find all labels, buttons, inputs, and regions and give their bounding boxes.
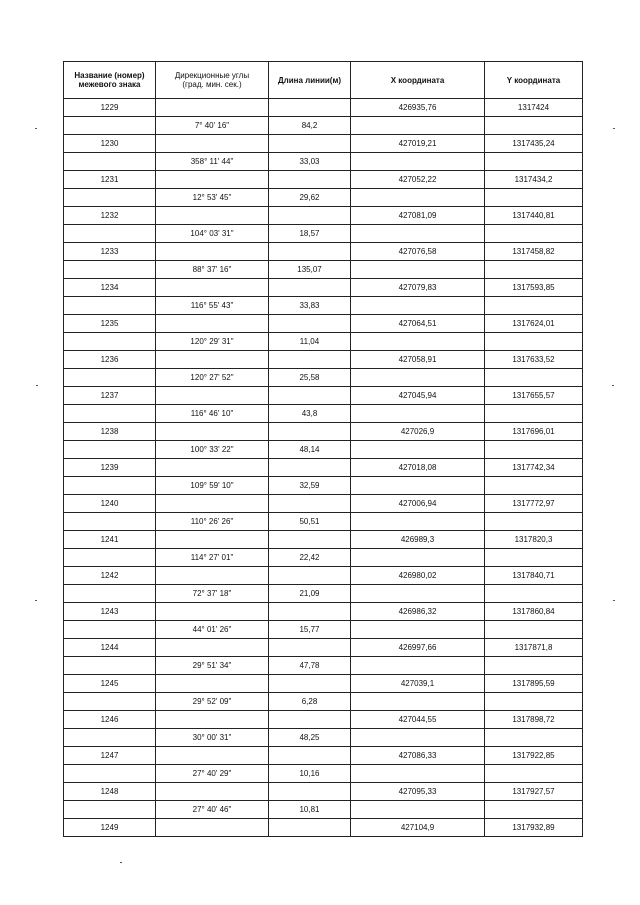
point-row xyxy=(64,711,583,729)
line-length-cell: 25,58 xyxy=(269,369,351,387)
point-name-cell xyxy=(64,513,156,531)
x-coordinate-cell: 427039,1 xyxy=(351,675,485,693)
point-name-cell: 1236 xyxy=(64,351,156,369)
direction-angle-cell: 30° 00' 31" xyxy=(156,729,269,747)
line-length-cell: 22,42 xyxy=(269,549,351,567)
y-coordinate-cell: 1317424 xyxy=(485,99,583,117)
y-coordinate-cell xyxy=(485,765,583,783)
table-header xyxy=(64,62,583,99)
point-name-cell xyxy=(64,477,156,495)
x-coordinate-cell: 427095,33 xyxy=(351,783,485,801)
x-coordinate-cell xyxy=(351,405,485,423)
y-coordinate-cell: 1317898,72 xyxy=(485,711,583,729)
x-coordinate-cell xyxy=(351,189,485,207)
point-row xyxy=(64,459,583,477)
line-length-cell: 48,25 xyxy=(269,729,351,747)
direction-angle-cell xyxy=(156,315,269,333)
direction-angle-cell xyxy=(156,459,269,477)
y-coordinate-cell xyxy=(485,801,583,819)
line-length-cell: 10,81 xyxy=(269,801,351,819)
x-coordinate-cell: 427052,22 xyxy=(351,171,485,189)
y-coordinate-cell xyxy=(485,369,583,387)
line-row xyxy=(64,153,583,171)
x-coordinate-cell: 426997,66 xyxy=(351,639,485,657)
point-name-cell: 1237 xyxy=(64,387,156,405)
point-row xyxy=(64,279,583,297)
line-length-cell xyxy=(269,207,351,225)
direction-angle-cell xyxy=(156,567,269,585)
scan-mark xyxy=(613,600,615,601)
y-coordinate-cell xyxy=(485,405,583,423)
x-coordinate-cell: 427026,9 xyxy=(351,423,485,441)
x-coordinate-cell: 427079,83 xyxy=(351,279,485,297)
x-coordinate-cell: 427104,9 xyxy=(351,819,485,837)
direction-angle-cell: 116° 55' 43" xyxy=(156,297,269,315)
line-row xyxy=(64,369,583,387)
point-name-cell: 1241 xyxy=(64,531,156,549)
y-coordinate-cell xyxy=(485,225,583,243)
header-direction-angle-line1: Дирекционные углы xyxy=(174,71,250,80)
x-coordinate-cell xyxy=(351,441,485,459)
direction-angle-cell xyxy=(156,423,269,441)
point-name-cell xyxy=(64,765,156,783)
line-row xyxy=(64,297,583,315)
line-length-cell xyxy=(269,567,351,585)
header-point-name xyxy=(64,62,156,99)
y-coordinate-cell: 1317624,01 xyxy=(485,315,583,333)
line-length-cell xyxy=(269,99,351,117)
line-length-cell: 15,77 xyxy=(269,621,351,639)
point-name-cell: 1229 xyxy=(64,99,156,117)
header-y-coordinate xyxy=(485,62,583,99)
line-length-cell xyxy=(269,783,351,801)
direction-angle-cell: 358° 11' 44" xyxy=(156,153,269,171)
y-coordinate-cell xyxy=(485,693,583,711)
header-line-length xyxy=(269,62,351,99)
direction-angle-cell xyxy=(156,243,269,261)
scan-mark xyxy=(120,862,122,863)
line-row xyxy=(64,477,583,495)
direction-angle-cell xyxy=(156,171,269,189)
direction-angle-cell: 12° 53' 45" xyxy=(156,189,269,207)
direction-angle-cell: 7° 40' 16" xyxy=(156,117,269,135)
direction-angle-cell xyxy=(156,711,269,729)
line-row xyxy=(64,189,583,207)
direction-angle-cell xyxy=(156,819,269,837)
line-length-cell xyxy=(269,279,351,297)
x-coordinate-cell xyxy=(351,657,485,675)
line-length-cell: 48,14 xyxy=(269,441,351,459)
line-length-cell: 18,57 xyxy=(269,225,351,243)
scan-mark xyxy=(35,600,37,601)
header-point-name-line2: межевого знака xyxy=(78,80,141,89)
y-coordinate-cell xyxy=(485,261,583,279)
point-name-cell xyxy=(64,297,156,315)
line-length-cell xyxy=(269,459,351,477)
x-coordinate-cell: 427018,08 xyxy=(351,459,485,477)
point-name-cell: 1245 xyxy=(64,675,156,693)
point-row xyxy=(64,207,583,225)
direction-angle-cell: 100° 33' 22" xyxy=(156,441,269,459)
direction-angle-cell: 27° 40' 46" xyxy=(156,801,269,819)
point-name-cell xyxy=(64,117,156,135)
x-coordinate-cell xyxy=(351,765,485,783)
point-row xyxy=(64,567,583,585)
point-row xyxy=(64,135,583,153)
line-length-cell xyxy=(269,639,351,657)
point-row xyxy=(64,99,583,117)
line-row xyxy=(64,117,583,135)
direction-angle-cell xyxy=(156,279,269,297)
point-name-cell xyxy=(64,693,156,711)
point-name-cell: 1232 xyxy=(64,207,156,225)
direction-angle-cell: 27° 40' 29" xyxy=(156,765,269,783)
direction-angle-cell: 114° 27' 01" xyxy=(156,549,269,567)
direction-angle-cell: 44° 01' 26" xyxy=(156,621,269,639)
point-name-cell xyxy=(64,585,156,603)
x-coordinate-cell: 426989,3 xyxy=(351,531,485,549)
line-length-cell: 6,28 xyxy=(269,693,351,711)
y-coordinate-cell xyxy=(485,297,583,315)
line-length-cell: 50,51 xyxy=(269,513,351,531)
y-coordinate-cell: 1317860,84 xyxy=(485,603,583,621)
line-length-cell xyxy=(269,819,351,837)
y-coordinate-cell: 1317434,2 xyxy=(485,171,583,189)
direction-angle-cell: 29° 51' 34" xyxy=(156,657,269,675)
line-row xyxy=(64,225,583,243)
x-coordinate-cell: 426980,02 xyxy=(351,567,485,585)
x-coordinate-cell xyxy=(351,261,485,279)
y-coordinate-cell: 1317871,8 xyxy=(485,639,583,657)
line-length-cell: 84,2 xyxy=(269,117,351,135)
point-name-cell: 1242 xyxy=(64,567,156,585)
x-coordinate-cell: 427045,94 xyxy=(351,387,485,405)
direction-angle-cell: 88° 37' 16" xyxy=(156,261,269,279)
x-coordinate-cell xyxy=(351,369,485,387)
y-coordinate-cell: 1317633,52 xyxy=(485,351,583,369)
scan-mark xyxy=(613,128,615,129)
x-coordinate-cell xyxy=(351,333,485,351)
line-length-cell xyxy=(269,675,351,693)
direction-angle-cell xyxy=(156,351,269,369)
coordinates-table xyxy=(63,61,583,837)
y-coordinate-cell: 1317895,59 xyxy=(485,675,583,693)
point-row xyxy=(64,819,583,837)
y-coordinate-cell: 1317742,34 xyxy=(485,459,583,477)
point-name-cell: 1230 xyxy=(64,135,156,153)
line-length-cell: 135,07 xyxy=(269,261,351,279)
line-row xyxy=(64,405,583,423)
direction-angle-cell: 104° 03' 31" xyxy=(156,225,269,243)
y-coordinate-cell xyxy=(485,189,583,207)
x-coordinate-cell: 427076,58 xyxy=(351,243,485,261)
x-coordinate-cell: 427058,91 xyxy=(351,351,485,369)
point-row xyxy=(64,603,583,621)
y-coordinate-cell: 1317840,71 xyxy=(485,567,583,585)
x-coordinate-cell xyxy=(351,513,485,531)
line-row xyxy=(64,657,583,675)
line-length-cell xyxy=(269,747,351,765)
y-coordinate-cell xyxy=(485,117,583,135)
direction-angle-cell: 29° 52' 09" xyxy=(156,693,269,711)
direction-angle-cell: 120° 29' 31" xyxy=(156,333,269,351)
point-row xyxy=(64,783,583,801)
y-coordinate-cell xyxy=(485,657,583,675)
x-coordinate-cell xyxy=(351,477,485,495)
x-coordinate-cell xyxy=(351,549,485,567)
line-row xyxy=(64,693,583,711)
line-length-cell xyxy=(269,711,351,729)
y-coordinate-cell: 1317696,01 xyxy=(485,423,583,441)
line-length-cell xyxy=(269,135,351,153)
scan-mark xyxy=(36,385,38,386)
y-coordinate-cell xyxy=(485,333,583,351)
point-row xyxy=(64,423,583,441)
x-coordinate-cell: 427044,55 xyxy=(351,711,485,729)
header-y-coordinate-text: Y координата xyxy=(506,75,561,85)
x-coordinate-cell xyxy=(351,153,485,171)
x-coordinate-cell xyxy=(351,117,485,135)
x-coordinate-cell xyxy=(351,729,485,747)
direction-angle-cell: 110° 26' 26" xyxy=(156,513,269,531)
point-name-cell xyxy=(64,153,156,171)
direction-angle-cell xyxy=(156,675,269,693)
y-coordinate-cell: 1317772,97 xyxy=(485,495,583,513)
x-coordinate-cell: 427019,21 xyxy=(351,135,485,153)
y-coordinate-cell: 1317922,85 xyxy=(485,747,583,765)
x-coordinate-cell xyxy=(351,693,485,711)
x-coordinate-cell: 427081,09 xyxy=(351,207,485,225)
y-coordinate-cell: 1317458,82 xyxy=(485,243,583,261)
point-name-cell xyxy=(64,549,156,567)
y-coordinate-cell: 1317820,3 xyxy=(485,531,583,549)
x-coordinate-cell: 427064,51 xyxy=(351,315,485,333)
line-length-cell xyxy=(269,387,351,405)
line-row xyxy=(64,441,583,459)
point-row xyxy=(64,243,583,261)
point-name-cell: 1234 xyxy=(64,279,156,297)
y-coordinate-cell: 1317435,24 xyxy=(485,135,583,153)
line-row xyxy=(64,729,583,747)
point-name-cell: 1249 xyxy=(64,819,156,837)
direction-angle-cell: 109° 59' 10" xyxy=(156,477,269,495)
x-coordinate-cell xyxy=(351,225,485,243)
point-name-cell: 1240 xyxy=(64,495,156,513)
point-row xyxy=(64,639,583,657)
y-coordinate-cell xyxy=(485,729,583,747)
line-length-cell xyxy=(269,423,351,441)
direction-angle-cell xyxy=(156,495,269,513)
direction-angle-cell xyxy=(156,135,269,153)
line-length-cell: 47,78 xyxy=(269,657,351,675)
direction-angle-cell xyxy=(156,603,269,621)
point-row xyxy=(64,315,583,333)
y-coordinate-cell: 1317655,57 xyxy=(485,387,583,405)
direction-angle-cell xyxy=(156,783,269,801)
direction-angle-cell xyxy=(156,531,269,549)
point-row xyxy=(64,387,583,405)
point-name-cell xyxy=(64,657,156,675)
point-name-cell: 1235 xyxy=(64,315,156,333)
y-coordinate-cell xyxy=(485,585,583,603)
point-name-cell xyxy=(64,729,156,747)
header-direction-angle-line2: (град. мин. сек.) xyxy=(182,80,242,89)
line-length-cell xyxy=(269,351,351,369)
point-name-cell: 1239 xyxy=(64,459,156,477)
direction-angle-cell: 116° 46' 10" xyxy=(156,405,269,423)
line-row xyxy=(64,261,583,279)
y-coordinate-cell xyxy=(485,153,583,171)
line-row xyxy=(64,801,583,819)
line-length-cell: 32,59 xyxy=(269,477,351,495)
line-row xyxy=(64,765,583,783)
y-coordinate-cell: 1317927,57 xyxy=(485,783,583,801)
x-coordinate-cell: 427086,33 xyxy=(351,747,485,765)
scan-mark xyxy=(35,128,37,129)
point-name-cell: 1246 xyxy=(64,711,156,729)
x-coordinate-cell xyxy=(351,585,485,603)
x-coordinate-cell: 426986,32 xyxy=(351,603,485,621)
point-name-cell xyxy=(64,801,156,819)
x-coordinate-cell xyxy=(351,297,485,315)
line-length-cell xyxy=(269,531,351,549)
line-row xyxy=(64,513,583,531)
y-coordinate-cell xyxy=(485,477,583,495)
point-row xyxy=(64,351,583,369)
x-coordinate-cell: 427006,94 xyxy=(351,495,485,513)
y-coordinate-cell xyxy=(485,549,583,567)
point-name-cell xyxy=(64,369,156,387)
point-name-cell: 1248 xyxy=(64,783,156,801)
direction-angle-cell xyxy=(156,207,269,225)
direction-angle-cell xyxy=(156,747,269,765)
point-name-cell: 1231 xyxy=(64,171,156,189)
line-row xyxy=(64,549,583,567)
point-row xyxy=(64,675,583,693)
line-row xyxy=(64,621,583,639)
line-length-cell xyxy=(269,171,351,189)
line-length-cell: 29,62 xyxy=(269,189,351,207)
scan-mark xyxy=(612,385,614,386)
point-name-cell: 1244 xyxy=(64,639,156,657)
point-name-cell: 1238 xyxy=(64,423,156,441)
header-line-length-text: Длина линии(м) xyxy=(277,75,342,85)
header-point-name-line1: Название (номер) xyxy=(74,71,145,80)
line-length-cell: 21,09 xyxy=(269,585,351,603)
y-coordinate-cell xyxy=(485,621,583,639)
header-x-coordinate xyxy=(351,62,485,99)
y-coordinate-cell xyxy=(485,441,583,459)
line-row xyxy=(64,333,583,351)
line-row xyxy=(64,585,583,603)
line-length-cell xyxy=(269,603,351,621)
point-row xyxy=(64,531,583,549)
point-name-cell xyxy=(64,405,156,423)
line-length-cell xyxy=(269,243,351,261)
header-direction-angle xyxy=(156,62,269,99)
y-coordinate-cell: 1317440,81 xyxy=(485,207,583,225)
point-row xyxy=(64,495,583,513)
header-x-coordinate-text: X координата xyxy=(390,75,445,85)
x-coordinate-cell: 426935,76 xyxy=(351,99,485,117)
point-row xyxy=(64,171,583,189)
point-name-cell xyxy=(64,441,156,459)
x-coordinate-cell xyxy=(351,621,485,639)
point-name-cell: 1233 xyxy=(64,243,156,261)
line-length-cell: 11,04 xyxy=(269,333,351,351)
y-coordinate-cell xyxy=(485,513,583,531)
y-coordinate-cell: 1317593,85 xyxy=(485,279,583,297)
direction-angle-cell xyxy=(156,387,269,405)
line-length-cell xyxy=(269,315,351,333)
point-name-cell xyxy=(64,189,156,207)
point-name-cell xyxy=(64,333,156,351)
direction-angle-cell xyxy=(156,99,269,117)
point-name-cell xyxy=(64,621,156,639)
point-name-cell: 1247 xyxy=(64,747,156,765)
line-length-cell xyxy=(269,495,351,513)
line-length-cell: 10,16 xyxy=(269,765,351,783)
direction-angle-cell: 72° 37' 18" xyxy=(156,585,269,603)
direction-angle-cell: 120° 27' 52" xyxy=(156,369,269,387)
point-name-cell: 1243 xyxy=(64,603,156,621)
table-body xyxy=(64,99,583,837)
line-length-cell: 33,03 xyxy=(269,153,351,171)
y-coordinate-cell: 1317932,89 xyxy=(485,819,583,837)
direction-angle-cell xyxy=(156,639,269,657)
x-coordinate-cell xyxy=(351,801,485,819)
point-row xyxy=(64,747,583,765)
point-name-cell xyxy=(64,261,156,279)
point-name-cell xyxy=(64,225,156,243)
line-length-cell: 43,8 xyxy=(269,405,351,423)
line-length-cell: 33,83 xyxy=(269,297,351,315)
